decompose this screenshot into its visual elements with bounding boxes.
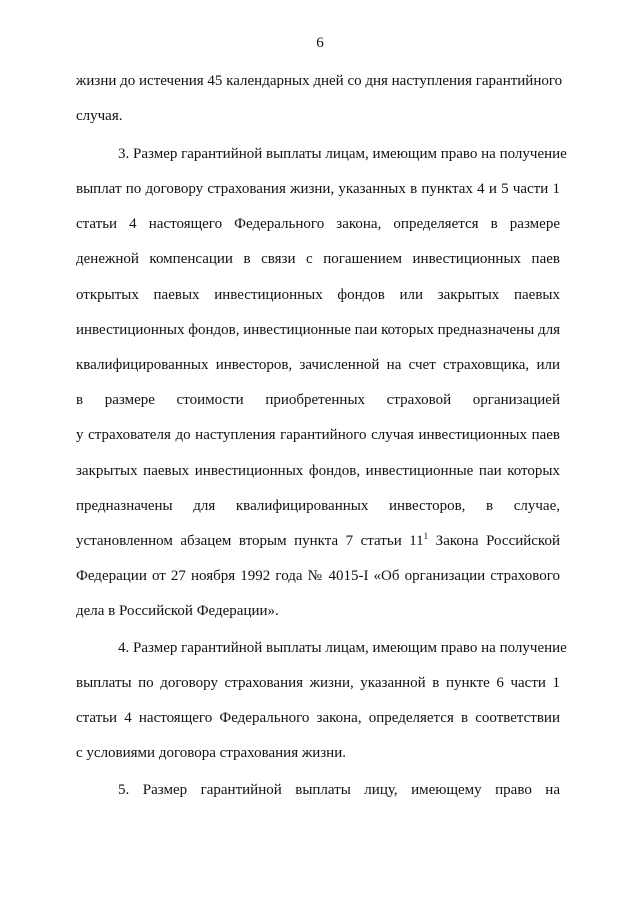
text-line: 5. Размер гарантийной выплаты лицу, имеющему право на	[118, 782, 560, 798]
page-number: 6	[316, 35, 324, 51]
text-line: у страхователя до наступления гарантийного случая инвестиционных паев	[76, 427, 560, 443]
text-line: статьи 4 настоящего Федерального закона, определяется в размере	[76, 216, 560, 232]
text-line: 3. Размер гарантийной выплаты лицам, имеющим право на получение	[118, 146, 567, 162]
text-line: квалифицированных инвесторов, зачисленной на счет страховщика, или	[76, 357, 560, 373]
text-line: инвестиционных фондов, инвестиционные паи которых предназначены для	[76, 322, 560, 338]
text-line: жизни до истечения 45 календарных дней со дня наступления гарантийного	[76, 73, 563, 89]
text-line: выплаты по договору страхования жизни, указанной в пункте 6 части 1	[76, 675, 560, 691]
text-line: в размере стоимости приобретенных страховой организацией	[76, 392, 560, 408]
text-fragment: установленном абзацем вторым пункта 7 статьи 11	[76, 533, 424, 549]
text-fragment: Закона Российской	[428, 533, 560, 549]
text-line: закрытых паевых инвестиционных фондов, инвестиционные паи которых	[76, 463, 560, 479]
text-line: случая.	[76, 108, 123, 124]
text-line: открытых паевых инвестиционных фондов или закрытых паевых	[76, 287, 560, 303]
footnote-superscript: 1	[423, 531, 429, 541]
text-line: дела в Российской Федерации».	[76, 603, 279, 619]
text-line: с условиями договора страхования жизни.	[76, 745, 346, 761]
text-line: статьи 4 настоящего Федерального закона, определяется в соответствии	[76, 710, 560, 726]
text-line	[76, 531, 560, 551]
text-line: Федерации от 27 ноября 1992 года № 4015-I «Об организации страхового	[76, 568, 560, 584]
text-line: предназначены для квалифицированных инвесторов, в случае,	[76, 498, 560, 514]
text-line: 4. Размер гарантийной выплаты лицам, имеющим право на получение	[118, 640, 567, 656]
text-line: денежной компенсации в связи с погашением инвестиционных паев	[76, 251, 560, 267]
text-line: выплат по договору страхования жизни, указанных в пунктах 4 и 5 части 1	[76, 181, 560, 197]
